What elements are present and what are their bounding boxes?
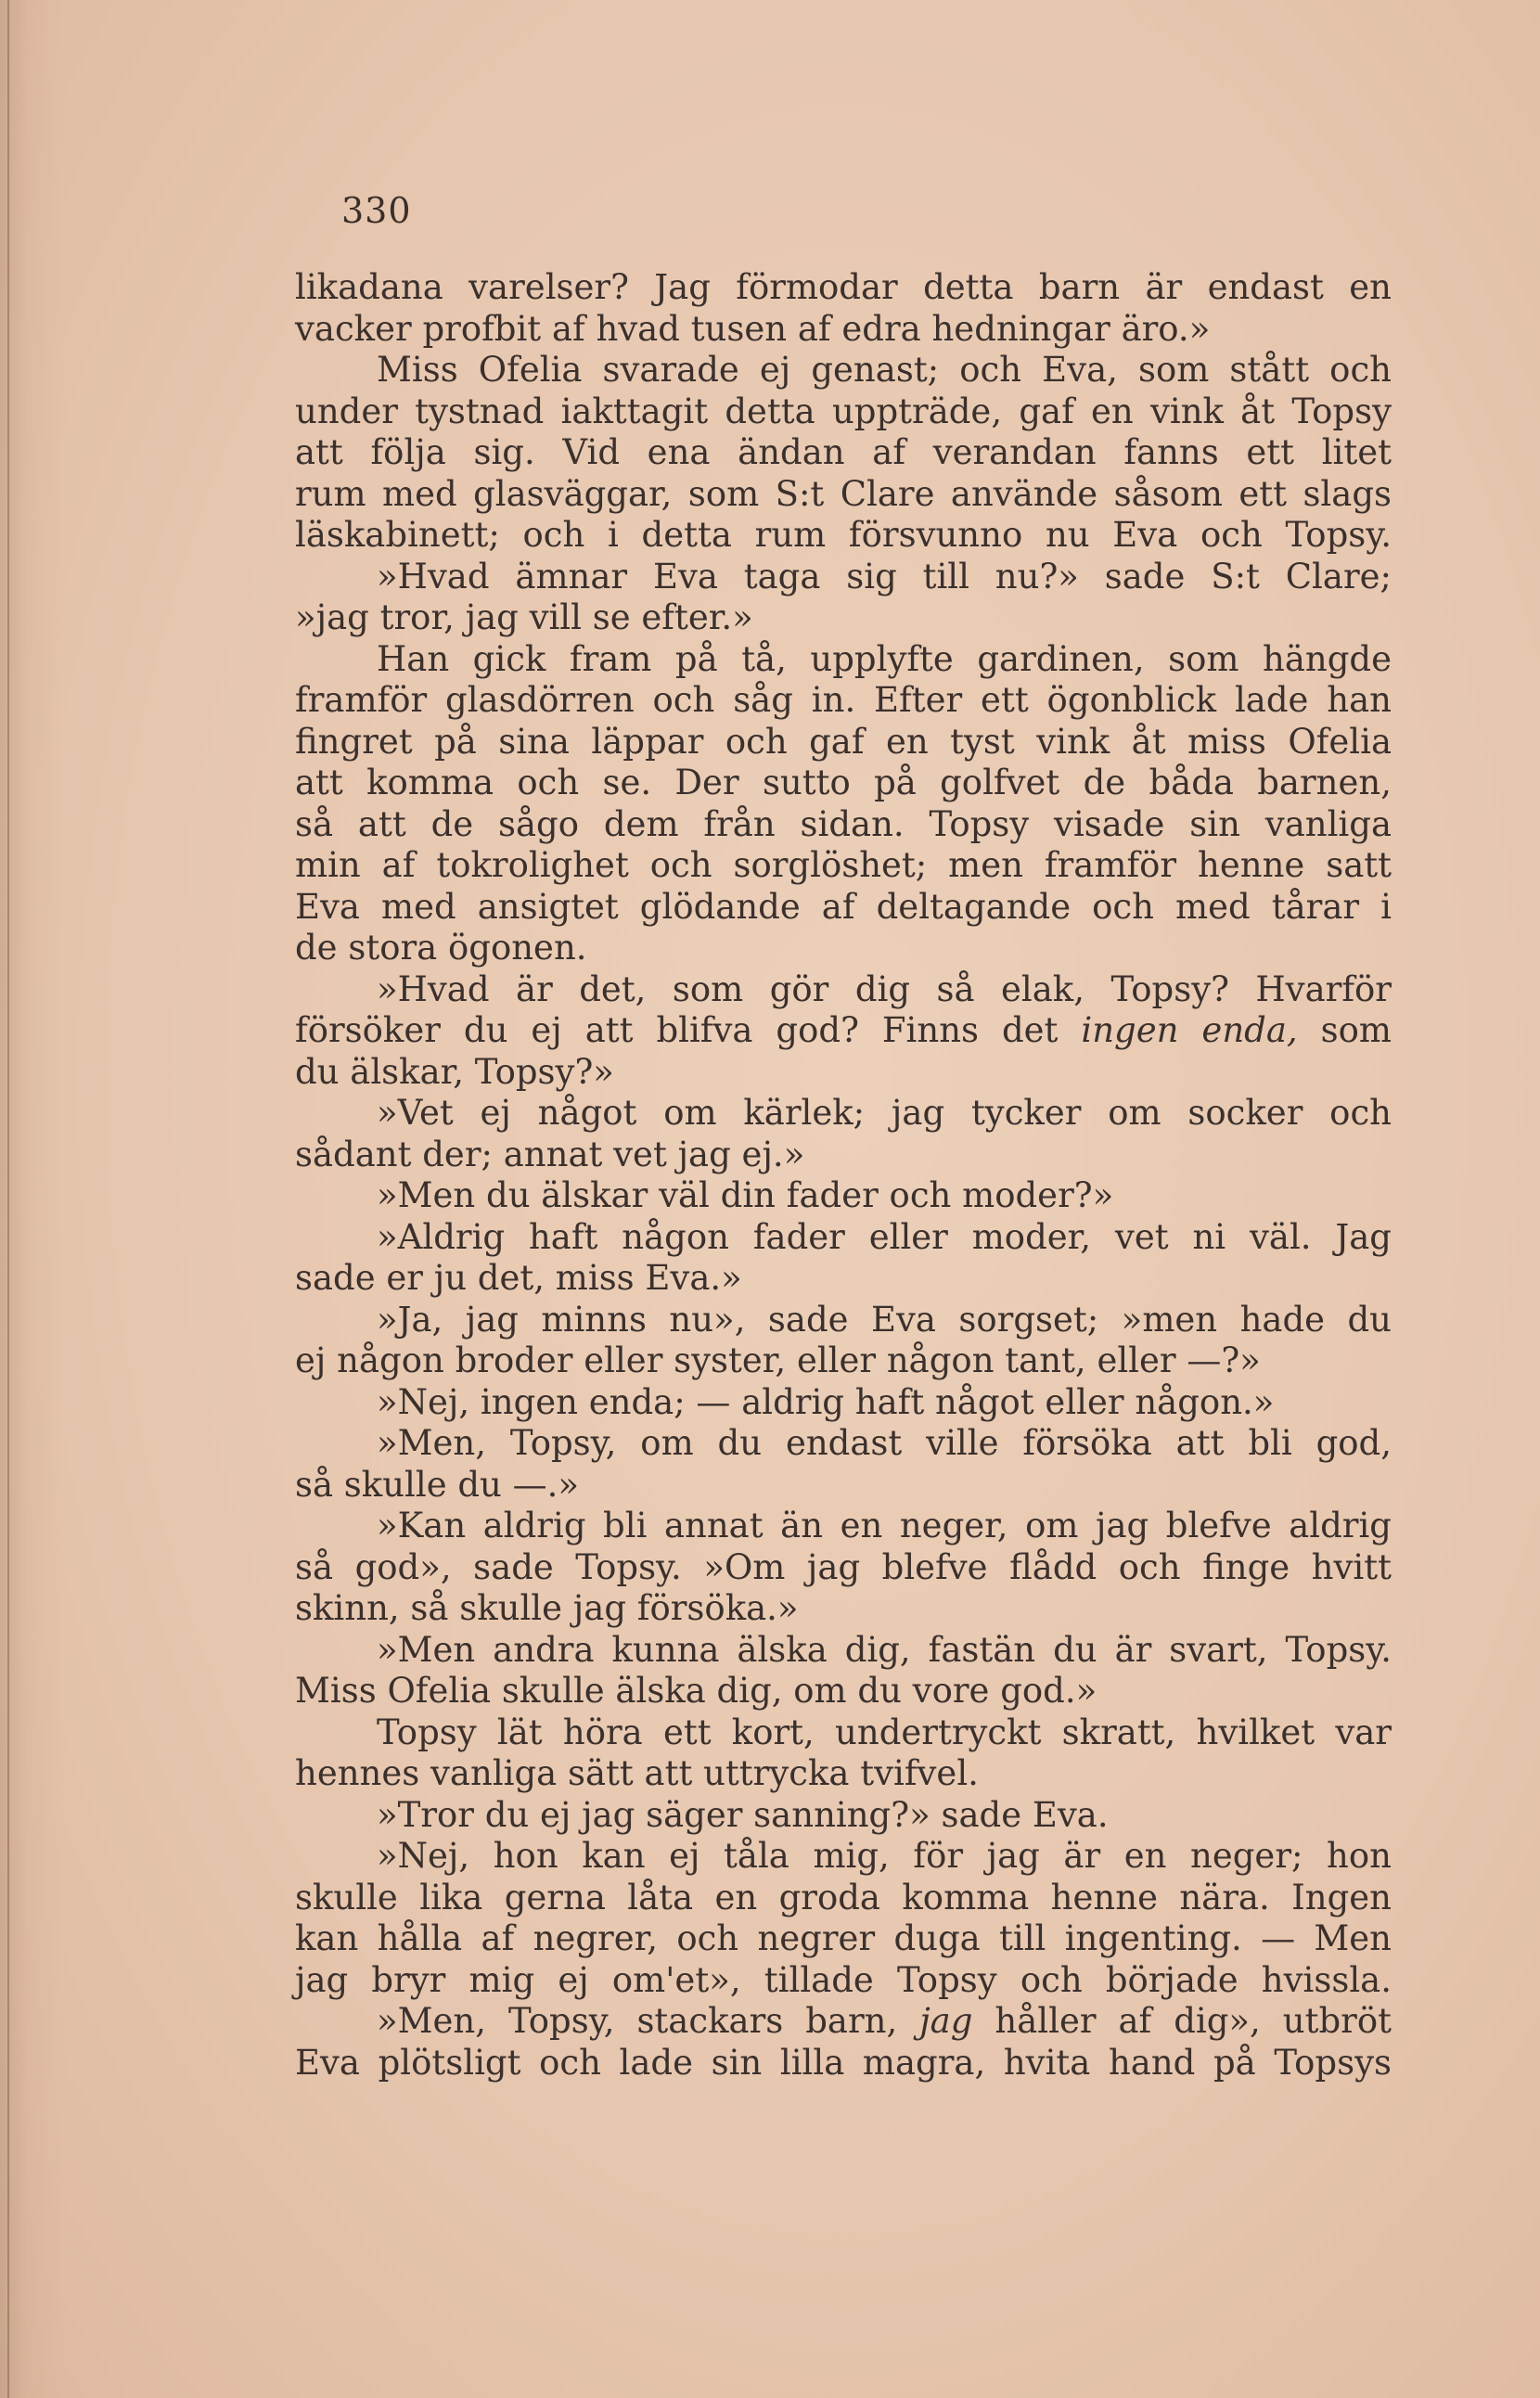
text-line: du älskar, Topsy?»	[295, 1051, 614, 1092]
text-line: rum med glasväggar, som S:t Clare använde såsom ett slags	[295, 473, 1392, 514]
text-line: kan hålla af negrer, och negrer duga till ingenting. — Men	[295, 1918, 1392, 1958]
text-line: fingret på sina läppar och gaf en tyst vink åt miss Ofelia	[295, 721, 1392, 762]
text-line: Eva med ansigtet glödande af deltagande och med tårar i	[295, 886, 1392, 927]
text-line: Eva plötsligt och lade sin lilla magra, hvita hand på Topsys	[295, 2042, 1392, 2083]
body-text	[295, 267, 1392, 2084]
text-line: »Aldrig haft någon fader eller moder, vet ni väl. Jag	[377, 1216, 1392, 1257]
page-edge-shadow	[7, 0, 9, 2398]
text-line: sådant der; annat vet jag ej.»	[295, 1134, 805, 1174]
text-line: »Nej, ingen enda; — aldrig haft något eller någon.»	[377, 1381, 1275, 1422]
text-line: »Nej, hon kan ej tåla mig, för jag är en neger; hon	[377, 1836, 1392, 1876]
text-line	[295, 2001, 1392, 2043]
text-line: framför glasdörren och såg in. Efter ett ögonblick lade han	[295, 680, 1392, 720]
text-line: »Kan aldrig bli annat än en neger, om jag blefve aldrig	[377, 1506, 1392, 1545]
text-line: »Tror du ej jag säger sanning?» sade Eva.	[377, 1794, 1109, 1835]
page-number: 330	[341, 190, 412, 231]
text-segment: »Men, Topsy, stackars barn,	[377, 2001, 920, 2041]
text-line: hennes vanliga sätt att uttrycka tvifvel.	[295, 1753, 979, 1793]
text-line: Topsy lät höra ett kort, undertryckt skratt, hvilket var	[377, 1712, 1392, 1752]
emphasis-text: jag	[919, 2001, 973, 2041]
text-line: så skulle du —.»	[295, 1464, 580, 1505]
text-line: ej någon broder eller syster, eller någon tant, eller —?»	[295, 1340, 1261, 1380]
text-line: Miss Ofelia skulle älska dig, om du vore god.»	[295, 1671, 1097, 1711]
text-line: skulle lika gerna låta en groda komma henne nära. Ingen	[295, 1877, 1392, 1917]
emphasis-text: ingen enda,	[1081, 1010, 1298, 1050]
text-line: att komma och se. Der sutto på golfvet de båda barnen,	[295, 763, 1392, 802]
text-line: de stora ögonen.	[295, 928, 587, 968]
text-line: »Vet ej något om kärlek; jag tycker om socker och	[377, 1093, 1392, 1133]
text-line: Han gick fram på tå, upplyfte gardinen, som hängde	[377, 638, 1392, 679]
text-line: så att de sågo dem från sidan. Topsy visade sin vanliga	[295, 803, 1392, 844]
text-line: vacker profbit af hvad tusen af edra hedningar äro.»	[295, 308, 1211, 349]
text-line: Miss Ofelia svarade ej genast; och Eva, som stått och	[377, 350, 1392, 390]
text-segment: försöker du ej att blifva god? Finns det	[295, 1010, 1082, 1050]
text-line: »jag tror, jag vill se efter.»	[295, 597, 753, 637]
text-line: likadana varelser? Jag förmodar detta barn är endast en	[295, 267, 1392, 307]
text-line: att följa sig. Vid ena ändan af verandan fanns ett litet	[295, 432, 1392, 472]
text-segment: som	[1297, 1010, 1392, 1050]
text-line: »Men andra kunna älska dig, fastän du är svart, Topsy.	[377, 1629, 1392, 1670]
text-line: »Hvad är det, som gör dig så elak, Topsy? Hvarför	[377, 968, 1392, 1009]
text-line: sade er ju det, miss Eva.»	[295, 1258, 742, 1298]
text-line	[295, 1010, 1392, 1052]
text-line: »Hvad ämnar Eva taga sig till nu?» sade S:t Clare;	[377, 556, 1392, 596]
text-line: »Ja, jag minns nu», sade Eva sorgset; »men hade du	[377, 1299, 1392, 1340]
text-line: »Men, Topsy, om du endast ville försöka att bli god,	[377, 1423, 1392, 1463]
text-line: skinn, så skulle jag försöka.»	[295, 1588, 799, 1628]
text-line: läskabinett; och i detta rum försvunno nu Eva och Topsy.	[295, 515, 1392, 555]
text-segment: håller af dig», utbröt	[972, 2001, 1392, 2041]
text-line: min af tokrolighet och sorglöshet; men framför henne satt	[295, 845, 1392, 885]
text-line: så god», sade Topsy. »Om jag blefve flådd och finge hvitt	[295, 1546, 1392, 1587]
text-line: »Men du älskar väl din fader och moder?»	[377, 1175, 1114, 1215]
text-line: under tystnad iakttagit detta uppträde, gaf en vink åt Topsy	[295, 391, 1392, 431]
text-line: jag bryr mig ej om'et», tillade Topsy och började hvissla.	[295, 1959, 1392, 2000]
